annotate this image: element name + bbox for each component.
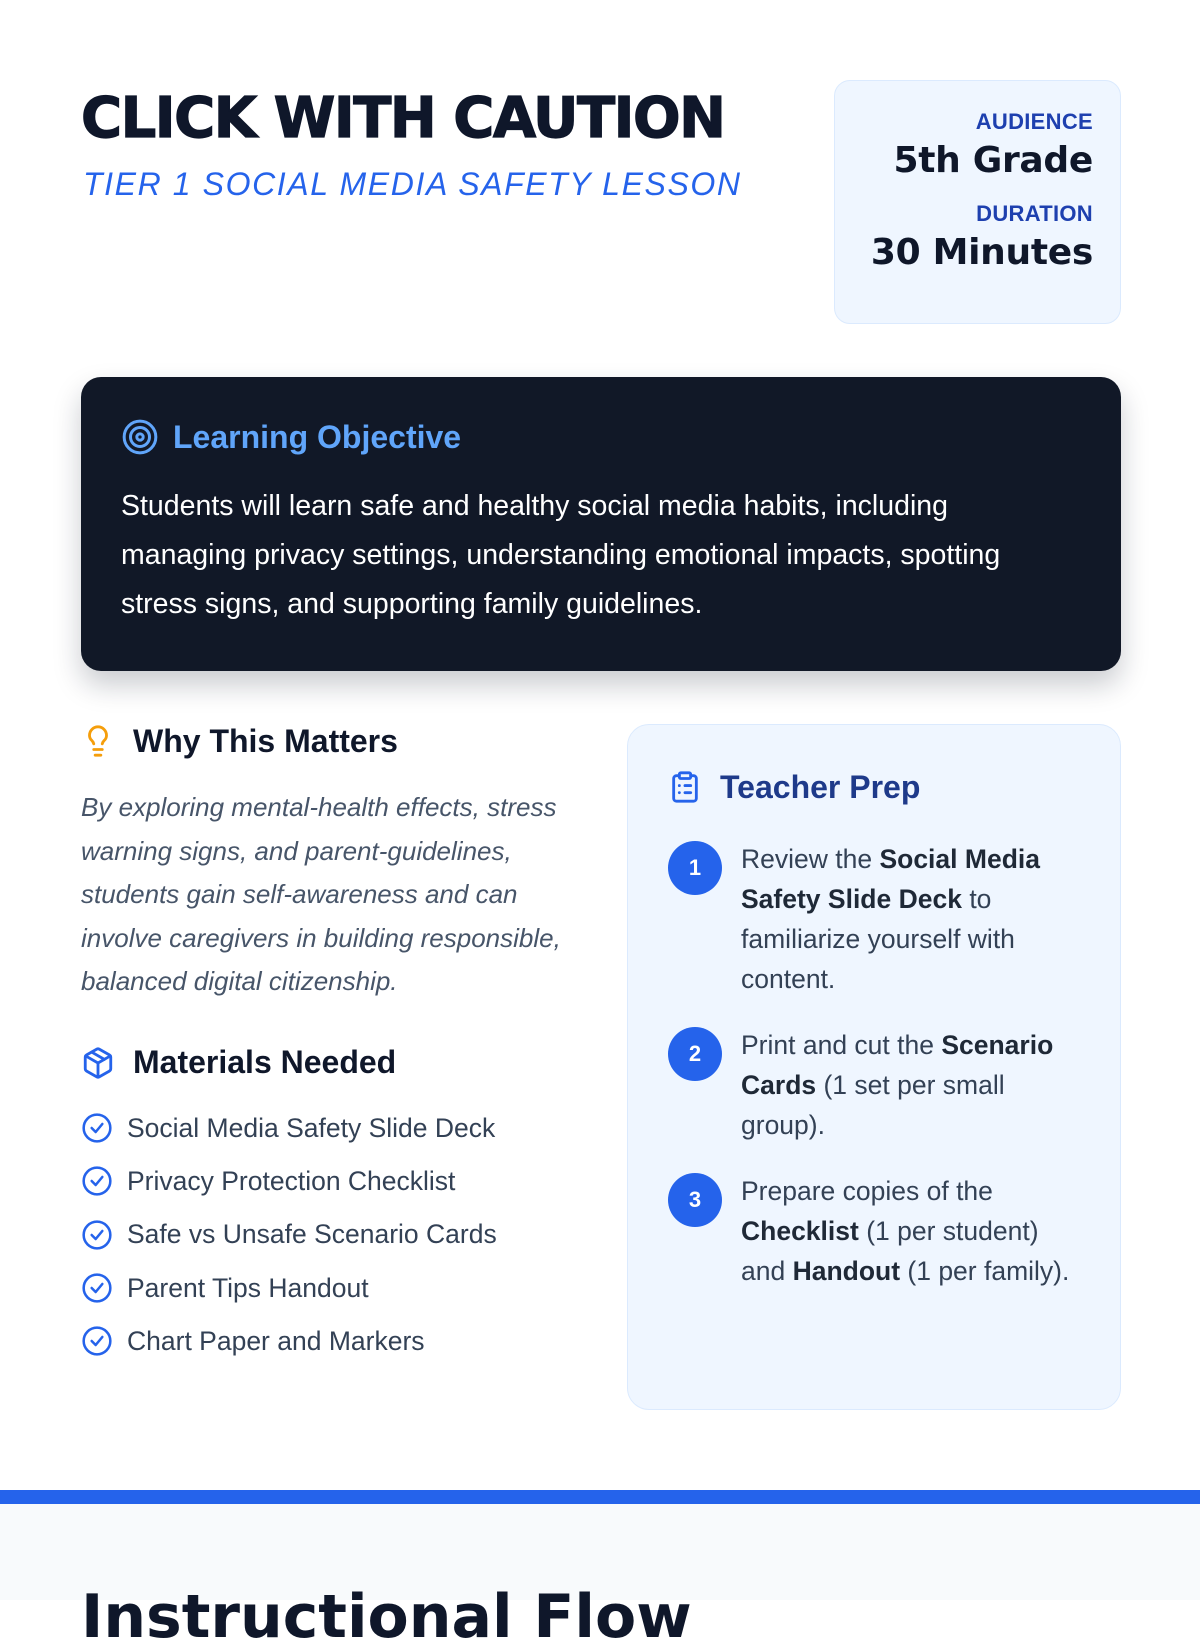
lesson-meta-card: [834, 80, 1121, 324]
lesson-header: [81, 80, 1121, 324]
material-label: Parent Tips Handout: [127, 1272, 369, 1303]
lightbulb-icon: [81, 722, 115, 760]
list-item: [81, 1102, 581, 1155]
prep-step: [668, 1171, 1080, 1291]
package-icon: [81, 1044, 115, 1082]
objective-heading: [121, 418, 1081, 456]
audience-value: 5th Grade: [893, 140, 1093, 181]
audience-label: AUDIENCE: [975, 109, 1093, 134]
prep-steps: [668, 839, 1080, 1291]
target-icon: [121, 418, 159, 456]
step-text: Prepare copies of the Checklist (1 per student) and Handout (1 per family).: [741, 1176, 1070, 1286]
teacher-prep-card: [627, 724, 1121, 1410]
clipboard-icon: [668, 767, 702, 807]
materials-title: Materials Needed: [133, 1044, 397, 1080]
why-text: By exploring mental-health effects, stress warning signs, and parent-guidelines, students gain self-awareness and can involve caregivers in building responsible, balanced digital citizenship.: [81, 792, 561, 996]
prep-step: [668, 1025, 1080, 1145]
prep-step: [668, 839, 1080, 999]
check-circle-icon: [81, 1165, 113, 1197]
page-title: CLICK WITH CAUTION: [81, 86, 725, 151]
duration-value: 30 Minutes: [870, 232, 1093, 273]
section-divider: [0, 1490, 1200, 1504]
left-column: [81, 722, 581, 1368]
learning-objective-card: [81, 377, 1121, 671]
prep-heading: [668, 767, 1080, 807]
material-label: Safe vs Unsafe Scenario Cards: [127, 1219, 497, 1250]
step-text: Review the Social Media Safety Slide Deck to familiarize yourself with content.: [741, 844, 1040, 994]
list-item: [81, 1208, 581, 1261]
material-label: Chart Paper and Markers: [127, 1325, 425, 1356]
why-title: Why This Matters: [133, 722, 398, 759]
list-item: [81, 1315, 581, 1368]
objective-text: Students will learn safe and healthy social media habits, including managing privacy settings, understanding emotional impacts, spotting stress signs, and supporting family guidelines.: [121, 490, 1001, 620]
step-number-badge: 2: [668, 1027, 722, 1081]
check-circle-icon: [81, 1272, 113, 1304]
material-label: Social Media Safety Slide Deck: [127, 1112, 496, 1143]
check-circle-icon: [81, 1325, 113, 1357]
duration-label: DURATION: [976, 201, 1093, 226]
next-section-title: Instructional Flow: [81, 1582, 692, 1652]
page-subtitle: TIER 1 SOCIAL MEDIA SAFETY LESSON: [83, 166, 742, 202]
step-number-badge: 3: [668, 1173, 722, 1227]
list-item: [81, 1155, 581, 1208]
next-section-band: [0, 1504, 1200, 1652]
check-circle-icon: [81, 1112, 113, 1144]
why-heading: [81, 722, 581, 760]
step-number-badge: 1: [668, 841, 722, 895]
material-label: Privacy Protection Checklist: [127, 1165, 456, 1196]
prep-title: Teacher Prep: [720, 768, 921, 805]
check-circle-icon: [81, 1219, 113, 1251]
list-item: [81, 1261, 581, 1314]
materials-list: [81, 1102, 581, 1368]
materials-heading: [81, 1044, 581, 1082]
objective-title: Learning Objective: [173, 418, 462, 455]
step-text: Print and cut the Scenario Cards (1 set per small group).: [741, 1030, 1054, 1140]
